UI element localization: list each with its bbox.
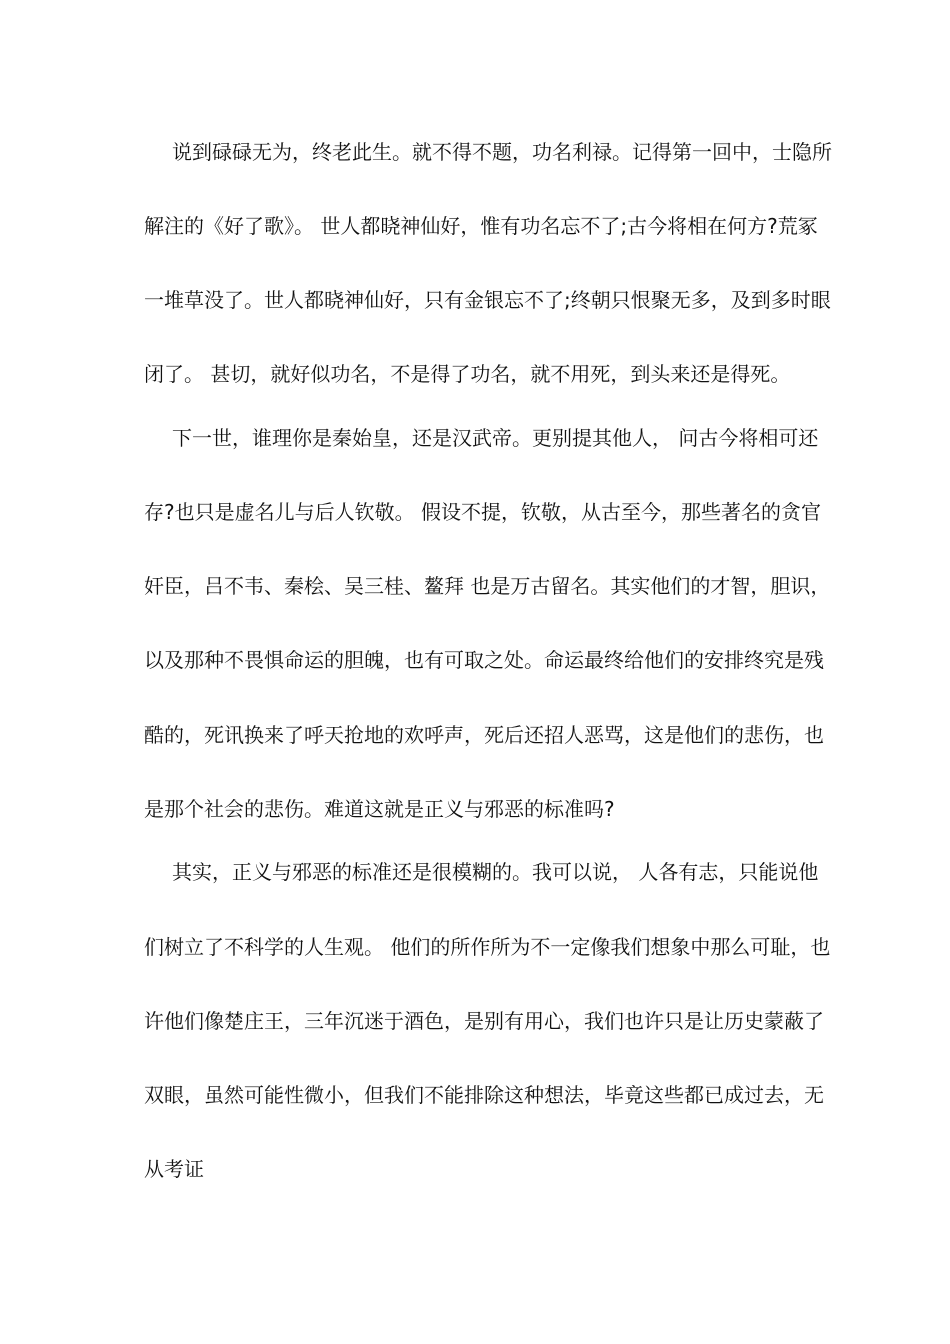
paragraph-2-line-6: 是那个社会的悲伤。难道这就是正义与邪恶的标准吗?: [144, 797, 615, 821]
paragraph-2-line-1: 下一世，谁理你是秦始皇，还是汉武帝。更别提其他人， 问古今将相可还: [172, 426, 819, 450]
paragraph-2-line-5: 酷的，死讯换来了呼天抢地的欢呼声，死后还招人恶骂，这是他们的悲伤，也: [144, 723, 824, 747]
paragraph-2-line-2: 存?也只是虚名儿与后人钦敬。 假设不提，钦敬，从古至今，那些著名的贪官: [144, 500, 821, 524]
paragraph-3-line-4: 双眼，虽然可能性微小，但我们不能排除这种想法，毕竟这些都已成过去，无: [144, 1083, 824, 1107]
paragraph-2-line-3: 奸臣，吕不韦、秦桧、吴三桂、鳌拜 也是万古留名。其实他们的才智，胆识，: [144, 574, 831, 598]
paragraph-1-line-1: 说到碌碌无为，终老此生。就不得不题，功名利禄。记得第一回中，士隐所: [172, 140, 832, 164]
paragraph-1-line-4: 闭了。 甚切，就好似功名，不是得了功名，就不用死，到头来还是得死。: [144, 362, 791, 386]
paragraph-3-line-3: 许他们像楚庄王，三年沉迷于酒色，是别有用心，我们也许只是让历史蒙蔽了: [144, 1009, 824, 1033]
paragraph-3-line-5: 从考证: [144, 1157, 204, 1181]
paragraph-3-line-1: 其实，正义与邪恶的标准还是很模糊的。我可以说， 人各有志，只能说他: [172, 860, 819, 884]
paragraph-1-line-2: 解注的《好了歌》。 世人都晓神仙好，惟有功名忘不了;古今将相在何方?荒冢: [144, 214, 818, 238]
paragraph-2-line-4: 以及那种不畏惧命运的胆魄，也有可取之处。命运最终给他们的安排终究是残: [144, 648, 824, 672]
paragraph-1-line-3: 一堆草没了。世人都晓神仙好，只有金银忘不了;终朝只恨聚无多，及到多时眼: [144, 288, 831, 312]
paragraph-3-line-2: 们树立了不科学的人生观。 他们的所作所为不一定像我们想象中那么可耻，也: [144, 935, 831, 959]
